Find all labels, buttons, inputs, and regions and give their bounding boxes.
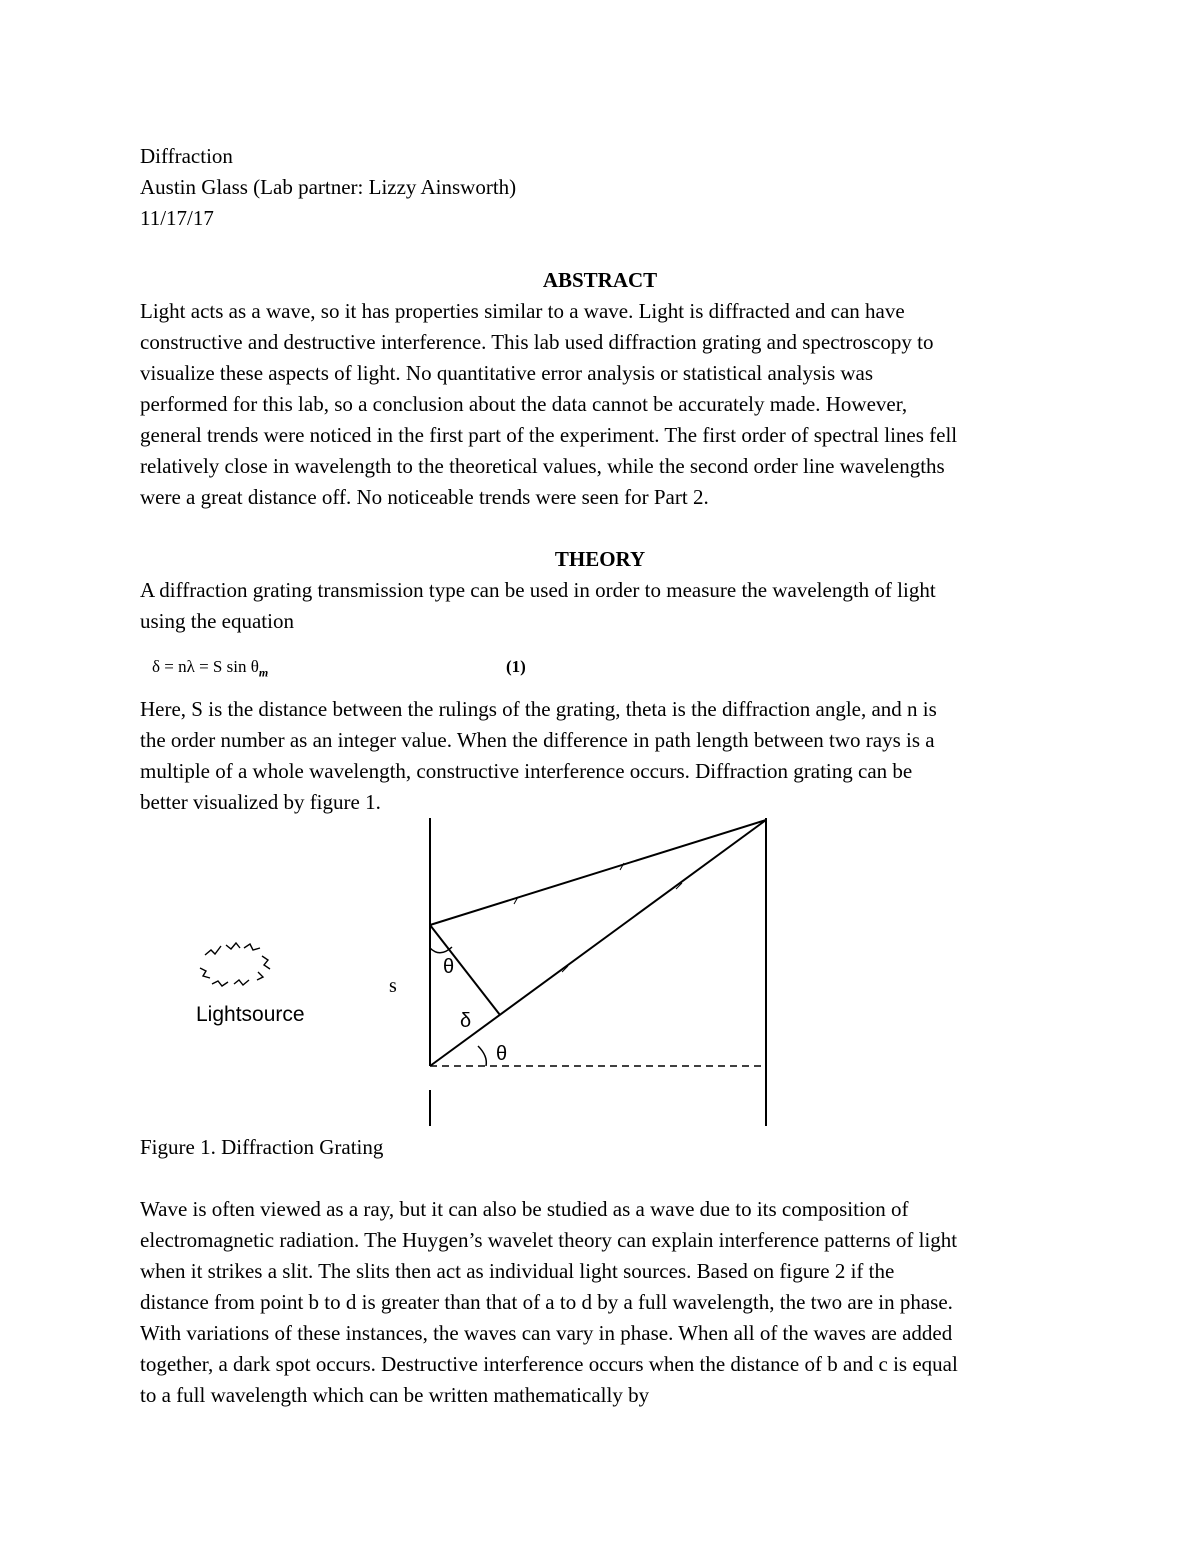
date-line: 11/17/17 xyxy=(140,206,214,230)
wave-line: together, a dark spot occurs. Destructive interference occurs when the distance of b and c is equal xyxy=(140,1352,958,1376)
theory-heading: THEORY xyxy=(554,547,646,571)
theory-explain-line: Here, S is the distance between the rulings of the grating, theta is the diffraction angle, and n is xyxy=(140,697,937,721)
lower-ray xyxy=(430,820,766,1066)
theta-label-lower: θ xyxy=(496,1043,508,1065)
wave-paragraph xyxy=(140,1194,1060,1411)
s-label: s xyxy=(389,975,397,997)
abstract-line: were a great distance off. No noticeable trends were seen for Part 2. xyxy=(140,485,709,509)
delta-label: δ xyxy=(460,1010,472,1032)
diffraction-grating-figure xyxy=(180,815,790,1135)
equation-number: (1) xyxy=(506,657,526,676)
wave-line: electromagnetic radiation. The Huygen’s wavelet theory can explain interference patterns of light xyxy=(140,1228,958,1252)
lower-angle-arc xyxy=(478,1046,486,1066)
theory-intro-paragraph xyxy=(140,575,1060,637)
equation-text: δ = nλ = S sin θ xyxy=(152,657,259,676)
lightsource-label: Lightsource xyxy=(196,1003,305,1026)
theory-explain-line: better visualized by figure 1. xyxy=(140,790,381,814)
theory-explain-line: multiple of a whole wavelength, constructive interference occurs. Diffraction grating can be xyxy=(140,759,913,783)
lightsource-burst-icon xyxy=(200,943,270,986)
abstract-heading: ABSTRACT xyxy=(542,268,658,292)
perpendicular-line xyxy=(430,925,500,1015)
wave-line: when it strikes a slit. The slits then act as individual light sources. Based on figure 2 if the xyxy=(140,1259,895,1283)
abstract-paragraph xyxy=(140,296,1060,513)
equation-subscript: m xyxy=(258,665,269,680)
theta-label-upper: θ xyxy=(443,956,455,978)
theory-explain-line: the order number as an integer value. When the difference in path length between two rays is a xyxy=(140,728,935,752)
author-line: Austin Glass (Lab partner: Lizzy Ainsworth) xyxy=(140,175,517,199)
wave-line: to a full wavelength which can be written mathematically by xyxy=(140,1383,650,1407)
abstract-line: performed for this lab, so a conclusion about the data cannot be accurately made. However, xyxy=(140,392,908,416)
document-title: Diffraction xyxy=(140,144,233,168)
wave-line: Wave is often viewed as a ray, but it can also be studied as a wave due to its composition of xyxy=(140,1197,909,1221)
wave-line: With variations of these instances, the waves can vary in phase. When all of the waves are added xyxy=(140,1321,953,1345)
abstract-line: relatively close in wavelength to the theoretical values, while the second order line wavelengths xyxy=(140,454,945,478)
abstract-line: constructive and destructive interference. This lab used diffraction grating and spectroscopy to xyxy=(140,330,934,354)
theory-intro-line: using the equation xyxy=(140,609,294,633)
figure-caption: Figure 1. Diffraction Grating xyxy=(140,1135,384,1159)
theory-intro-line: A diffraction grating transmission type can be used in order to measure the wavelength of light xyxy=(140,578,936,602)
equation-1 xyxy=(152,656,268,683)
wave-line: distance from point b to d is greater than that of a to d by a full wavelength, the two are in phase. xyxy=(140,1290,953,1314)
abstract-line: Light acts as a wave, so it has properties similar to a wave. Light is diffracted and can have xyxy=(140,299,905,323)
abstract-line: visualize these aspects of light. No quantitative error analysis or statistical analysis was xyxy=(140,361,874,385)
theory-explain-paragraph xyxy=(140,694,1060,818)
upper-ray xyxy=(430,820,766,925)
abstract-line: general trends were noticed in the first part of the experiment. The first order of spectral lines fell xyxy=(140,423,958,447)
